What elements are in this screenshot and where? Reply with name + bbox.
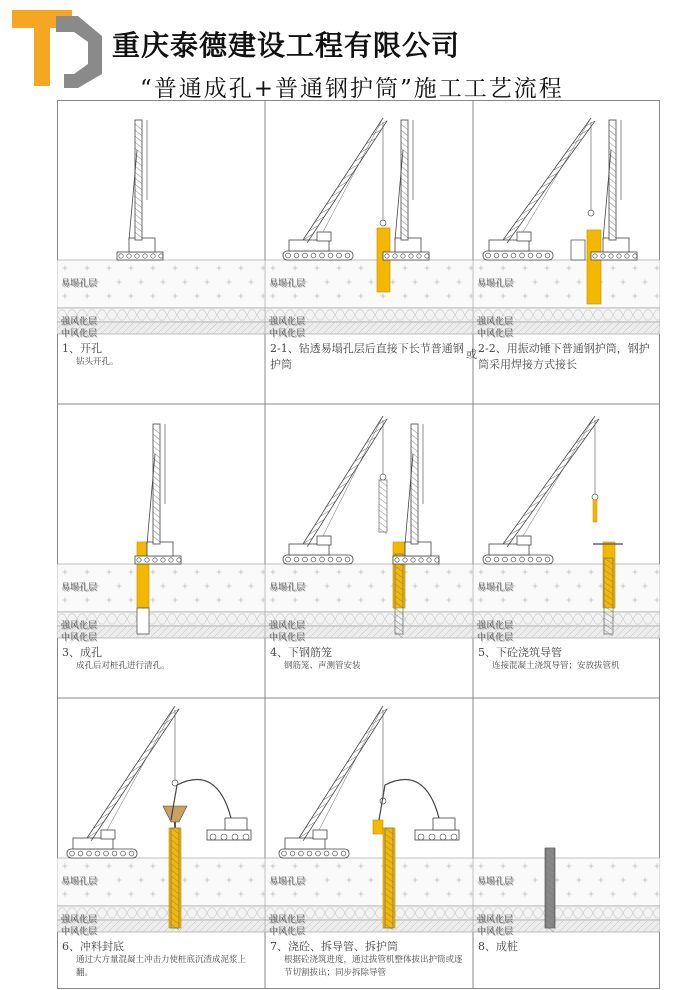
layer-label-medium: 中风化层 (269, 329, 306, 339)
step-title: 1、开孔 (62, 342, 102, 355)
layer-label-strong: 强风化层 (269, 915, 306, 925)
company-logo (12, 8, 104, 88)
layer-label-collapse: 易塌孔层 (269, 877, 306, 887)
layer-label-medium: 中风化层 (61, 927, 98, 937)
concrete-hopper (163, 806, 187, 822)
layer-label-medium: 中风化层 (61, 329, 98, 339)
rebar-cage (379, 480, 387, 534)
drilling-rig (117, 120, 163, 260)
crawler-crane (283, 416, 387, 564)
process-panel-7 (57, 698, 265, 989)
layer-label-collapse: 易塌孔层 (477, 877, 514, 887)
steel-casing (587, 230, 601, 304)
finished-pile (545, 848, 555, 928)
step-description: 根据砼浇筑进度，通过拔管机整体拔出护筒或逐节切割拔出；同步拆除导管 (284, 955, 463, 978)
step-caption (270, 644, 468, 673)
layer-label-strong: 强风化层 (477, 621, 514, 631)
layer-label-collapse: 易塌孔层 (477, 279, 514, 289)
layer-label-medium: 中风化层 (61, 633, 98, 643)
layer-label-medium: 中风化层 (477, 927, 514, 937)
layer-label-medium: 中风化层 (269, 927, 306, 937)
vibratory-hammer (571, 240, 585, 260)
layer-label-strong: 强风化层 (477, 915, 514, 925)
process-panel-3 (473, 100, 660, 404)
process-panel-8 (265, 698, 473, 989)
step-caption (270, 938, 468, 980)
layer-label-collapse: 易塌孔层 (269, 279, 306, 289)
layer-label-strong: 强风化层 (477, 317, 514, 327)
crawler-crane (279, 706, 387, 858)
step-caption (478, 340, 655, 372)
layer-label-strong: 强风化层 (61, 317, 98, 327)
hoisted-casing (373, 820, 383, 834)
step-title: 7、浇砼、拆导管、拆护筒 (270, 940, 398, 953)
step-description: 成孔后对桩孔进行清孔。 (76, 661, 170, 671)
step-title: 5、下砼浇筑导管 (478, 646, 562, 659)
step-title: 8、成桩 (478, 940, 518, 953)
step-caption (62, 340, 260, 369)
step-caption (270, 340, 468, 372)
layer-label-strong: 强风化层 (269, 317, 306, 327)
layer-label-collapse: 易塌孔层 (61, 877, 98, 887)
crane-hook (380, 474, 386, 480)
step-title: 6、冲料封底 (62, 940, 124, 953)
process-panel-9 (473, 698, 660, 989)
step-description: 连接混凝土浇筑导管；安放拔管机 (492, 661, 620, 671)
process-panel-5 (265, 404, 473, 698)
step-caption (62, 644, 260, 673)
layer-label-collapse: 易塌孔层 (61, 279, 98, 289)
layer-label-medium: 中风化层 (269, 633, 306, 643)
step-caption (478, 644, 655, 673)
layer-label-strong: 强风化层 (269, 621, 306, 631)
process-panel-4 (57, 404, 265, 698)
layer-label-medium: 中风化层 (477, 633, 514, 643)
layer-label-strong: 强风化层 (61, 915, 98, 925)
step-description: 通过大方量混凝土冲击力使桩底沉渣成泥浆上翻。 (76, 955, 247, 978)
crawler-crane (67, 706, 179, 858)
pile-hole (137, 608, 149, 634)
crawler-crane (283, 118, 387, 260)
or-label: 或 (466, 348, 477, 361)
step-caption (478, 938, 655, 954)
process-panel-1 (57, 100, 265, 404)
step-title: 4、下钢筋笼 (270, 646, 332, 659)
step-title: 2-2、用振动锤下普通钢护筒，钢护筒采用焊接方式接长 (478, 342, 650, 371)
company-name: 重庆泰德建设工程有限公司 (112, 29, 461, 62)
crawler-crane (483, 118, 595, 260)
process-panel-6 (473, 404, 660, 698)
crane-hook (588, 210, 594, 216)
tremie-segment (593, 500, 597, 522)
layer-label-collapse: 易塌孔层 (61, 583, 98, 593)
layer-label-collapse: 易塌孔层 (477, 583, 514, 593)
process-panel-2 (265, 100, 473, 404)
step-title: 3、成孔 (62, 646, 102, 659)
step-caption (62, 938, 260, 980)
crawler-crane (483, 416, 599, 564)
layer-label-strong: 强风化层 (61, 621, 98, 631)
step-description: 钢筋笼、声测管安装 (284, 661, 361, 671)
crane-hook (380, 220, 386, 226)
layer-label-medium: 中风化层 (477, 329, 514, 339)
step-description: 钻头开孔。 (76, 357, 119, 367)
page-title: “普通成孔+普通钢护筒”施工工艺流程 (140, 76, 564, 102)
crane-hook (592, 494, 598, 500)
layer-label-collapse: 易塌孔层 (269, 583, 306, 593)
step-title: 2-1、钻透易塌孔层后直接下长节普通钢护筒 (270, 342, 464, 371)
